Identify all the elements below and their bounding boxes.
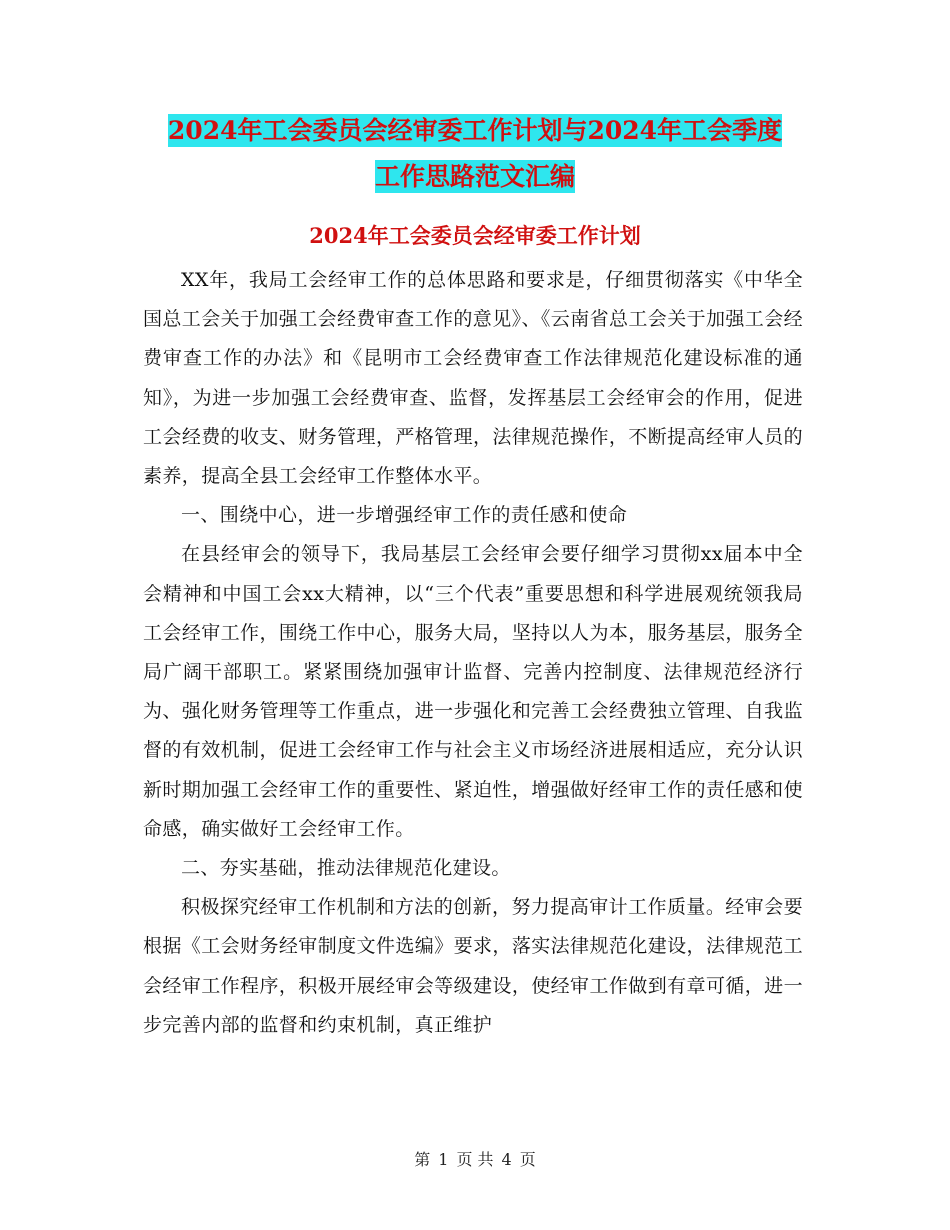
footer-prefix: 第 [414,1150,431,1169]
section-title: 2024年工会委员会经审委工作计划 [309,223,641,248]
paragraph-heading: 二、夯实基础，推动法律规范化建设。 [181,857,511,880]
paragraph: 积极探究经审工作机制和方法的创新，努力提高审计工作质量。经审会要根据《工会财务经审制度文件选编》要求，落实法律规范化建设，法律规范工会经审工作程序，积极开展经审会等级建设，使经审工作做到有章可循，进一步完善内部的监督和约束机制，真正维护 [143,896,803,1036]
paragraph: 在县经审会的领导下，我局基层工会经审会要仔细学习贯彻xx届本中全会精神和中国工会xx大精神，以“三个代表”重要思想和科学进展观统领我局工会经审工作，围绕工作中心，服务大局，坚持以人为本，服务基层，服务全局广阔干部职工。紧紧围绕加强审计监督、完善内控制度、法律规范经济行为、强化财务管理等工作重点，进一步强化和完善工会经费独立管理、自我监督的有效机制，促进工会经审工作与社会主义市场经济进展相适应，充分认识新时期加强工会经审工作的重要性、紧迫性，增强做好经审工作的责任感和使命感，确实做好工会经审工作。 [143,543,803,840]
paragraph-heading: 一、围绕中心，进一步增强经审工作的责任感和使命 [181,504,628,527]
document-title [0,108,950,200]
title-line-1: 2024年工会委员会经审委工作计划与2024年工会季度 [167,116,783,145]
document-body [143,261,803,1045]
footer-page-total: 4 [501,1150,512,1169]
title-line-2: 工作思路范文汇编 [374,162,575,191]
footer-suffix: 页 [519,1150,536,1169]
page-footer [0,1148,950,1172]
paragraph: XX年，我局工会经审工作的总体思路和要求是，仔细贯彻落实《中华全国总工会关于加强工会经费审查工作的意见》、《云南省总工会关于加强工会经费审查工作的办法》和《昆明市工会经费审查工作法律规范化建设标准的通知》，为进一步加强工会经费审查、监督，发挥基层工会经审会的作用，促进工会经费的收支、财务管理，严格管理，法律规范操作，不断提高经审人员的素养，提高全县工会经审工作整体水平。 [143,269,804,488]
footer-page-number: 1 [438,1150,449,1169]
footer-mid: 页 共 [456,1150,494,1169]
